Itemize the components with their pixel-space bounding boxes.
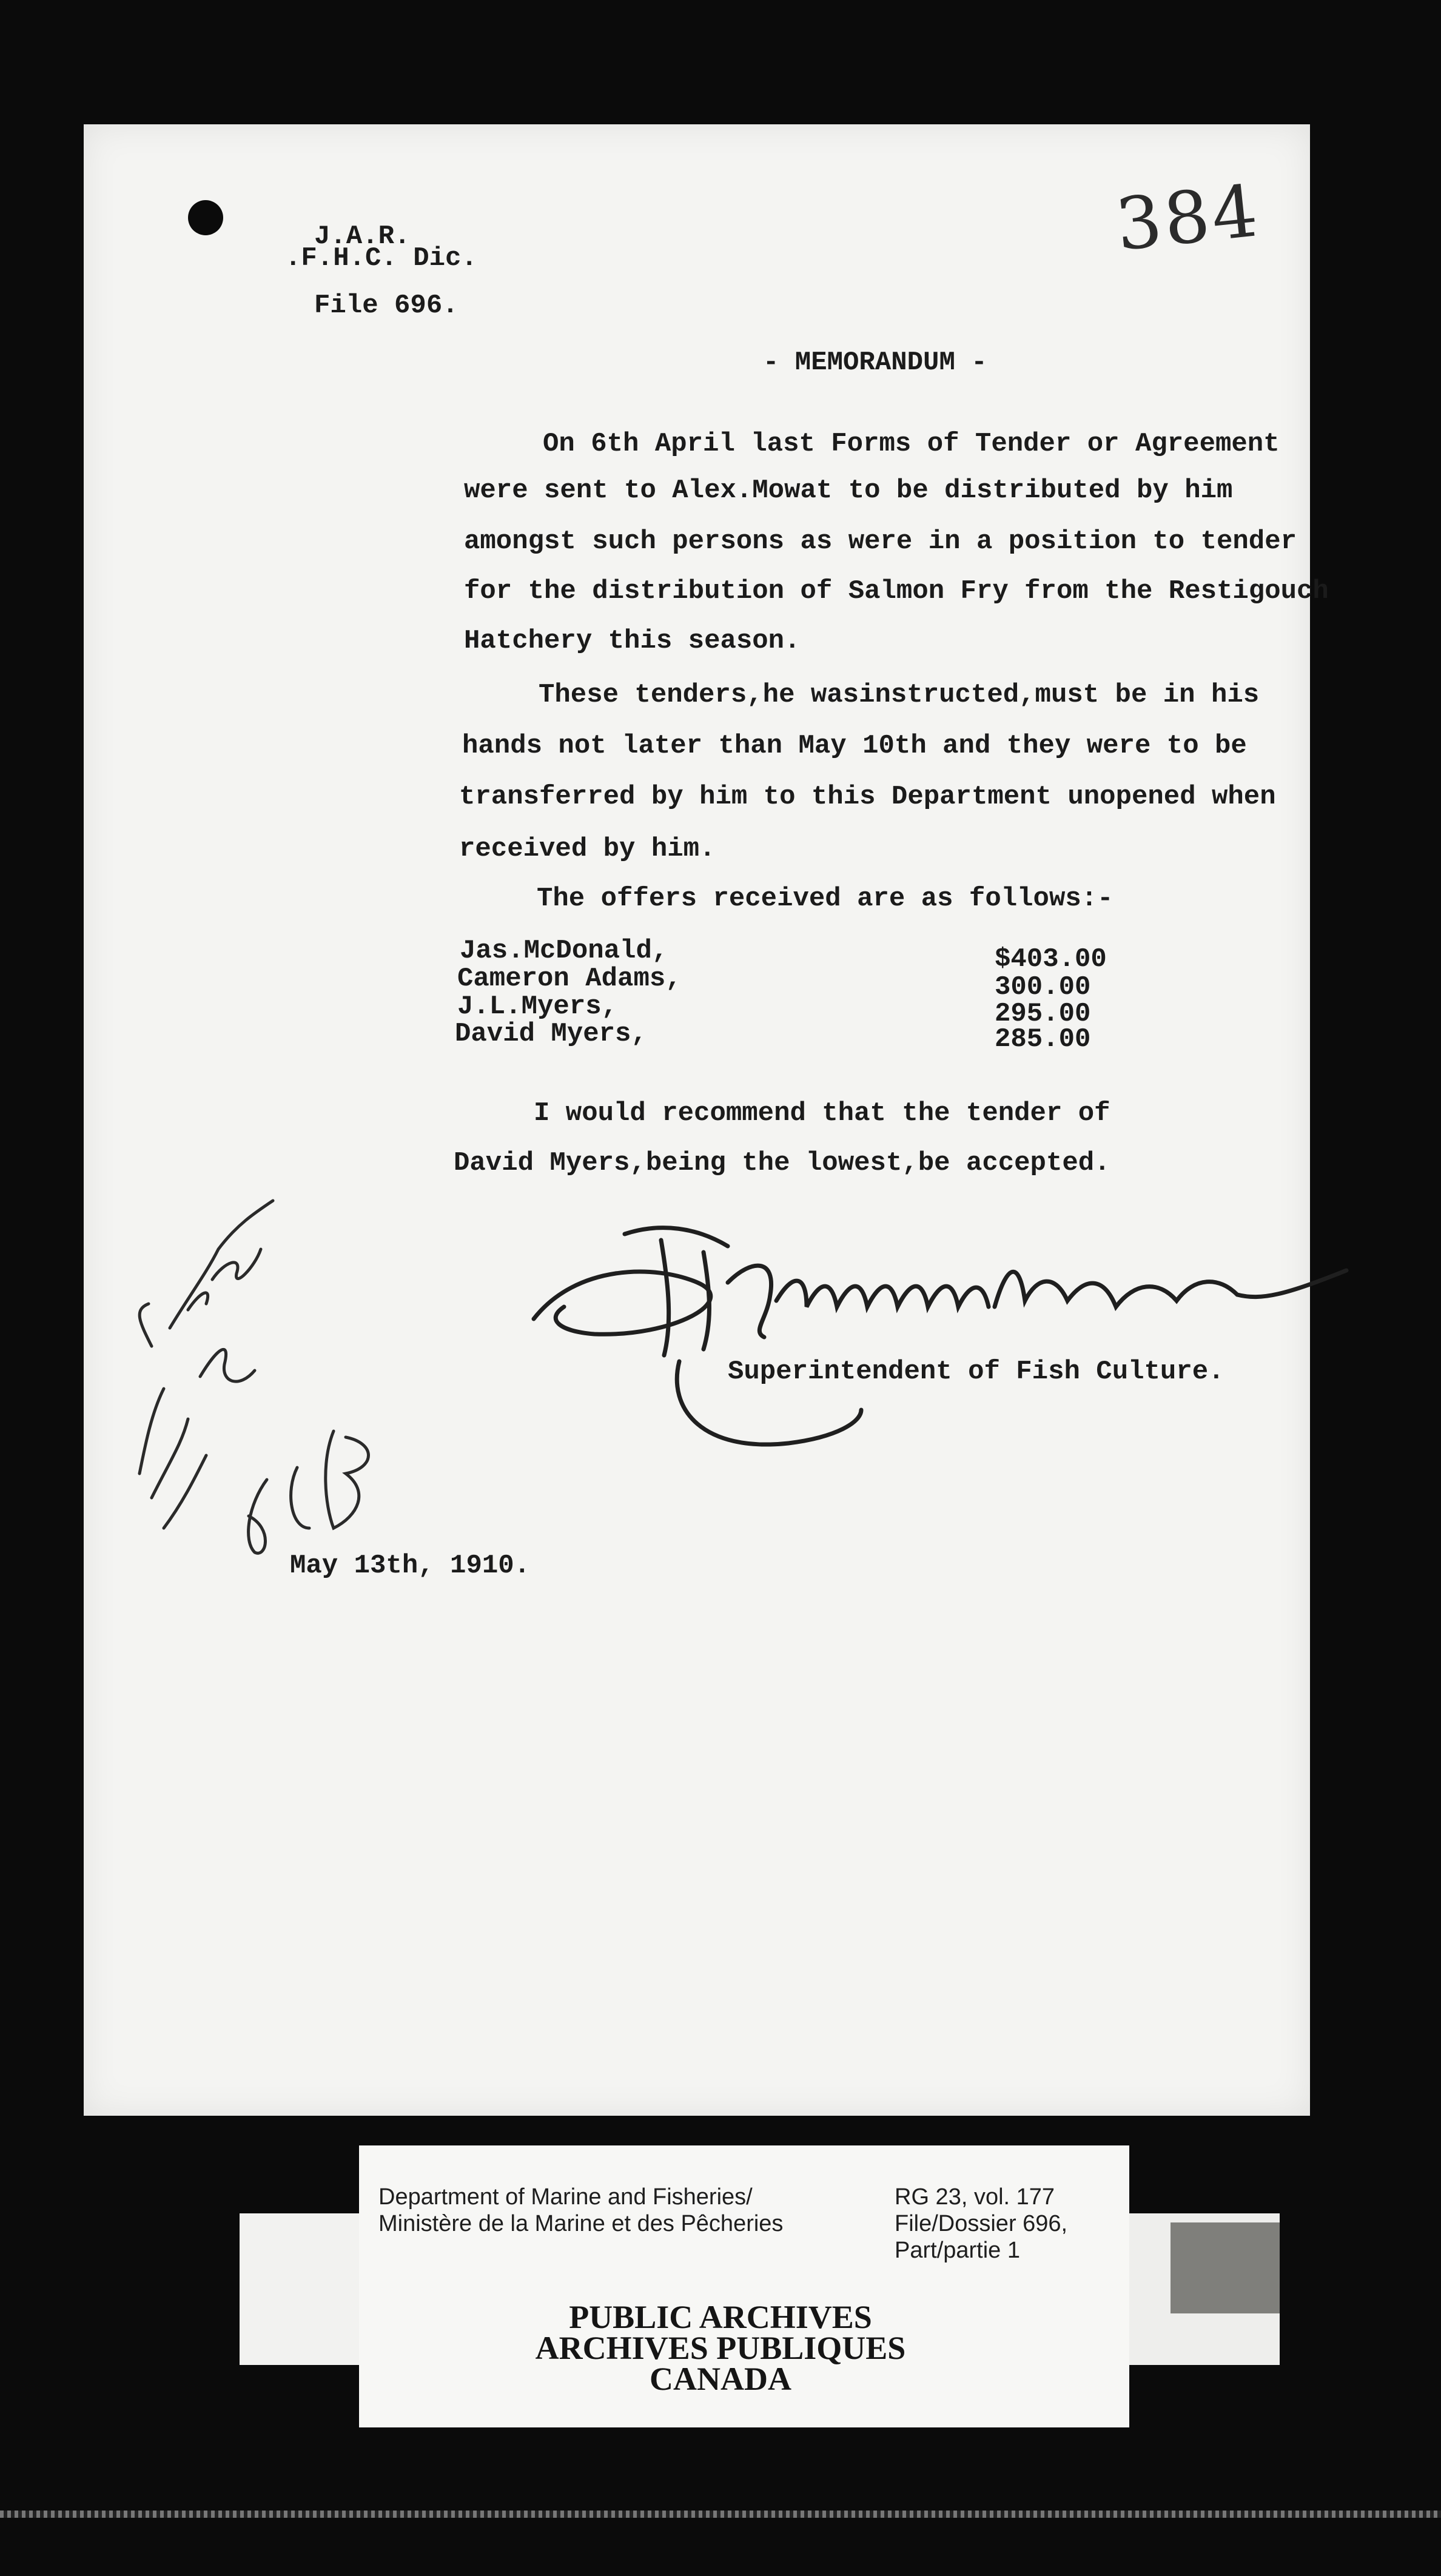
- signature: [522, 1210, 1359, 1464]
- offer-name: J.L.Myers,: [457, 991, 618, 1022]
- punch-hole: [188, 200, 223, 235]
- body-line: were sent to Alex.Mowat to be distributed by him: [464, 475, 1233, 506]
- archives-country: CANADA: [650, 2361, 791, 2397]
- offer-name: Cameron Adams,: [457, 964, 682, 994]
- label-dept-en: Department of Marine and Fisheries/: [378, 2184, 753, 2210]
- offer-amount: 295.00: [995, 999, 1091, 1029]
- header-initials-2: .F.H.C. Dic.: [285, 243, 477, 273]
- memo-date: May 13th, 1910.: [290, 1551, 531, 1581]
- body-line: transferred by him to this Department unopened when: [459, 782, 1276, 812]
- body-line: for the distribution of Salmon Fry from the Restigouch: [464, 576, 1329, 606]
- body-line: received by him.: [459, 834, 716, 864]
- body-line: These tenders,he wasinstructed,must be in his: [539, 680, 1260, 710]
- label-ref-1: RG 23, vol. 177: [895, 2184, 1055, 2210]
- label-ref-2: File/Dossier 696,: [895, 2211, 1068, 2236]
- offer-name: Jas.McDonald,: [460, 936, 668, 966]
- signature-title: Superintendent of Fish Culture.: [728, 1357, 1224, 1387]
- label-ref-3: Part/partie 1: [895, 2238, 1020, 2263]
- offer-amount: 300.00: [995, 972, 1091, 1002]
- folio-number: 384: [1112, 168, 1264, 267]
- body-line: The offers received are as follows:-: [537, 884, 1114, 914]
- offer-name: David Myers,: [455, 1019, 647, 1049]
- archives-title-en: PUBLIC ARCHIVES: [569, 2299, 872, 2335]
- header-initials-1: J.A.R.: [314, 221, 411, 252]
- memo-title: - MEMORANDUM -: [763, 347, 987, 378]
- recommendation-line: I would recommend that the tender of: [534, 1098, 1110, 1129]
- film-edge-strip: [0, 2511, 1441, 2518]
- offer-amount: $403.00: [995, 944, 1107, 974]
- offer-amount: 285.00: [995, 1024, 1091, 1055]
- body-line: hands not later than May 10th and they were to be: [462, 731, 1247, 761]
- archives-title-fr: ARCHIVES PUBLIQUES: [535, 2330, 906, 2366]
- body-line: On 6th April last Forms of Tender or Agreement: [543, 429, 1280, 459]
- label-stain: [1171, 2222, 1280, 2313]
- body-line: amongst such persons as were in a position to tender: [464, 526, 1297, 557]
- label-dept-fr: Ministère de la Marine et des Pêcheries: [378, 2211, 784, 2236]
- recommendation-line: David Myers,being the lowest,be accepted.: [454, 1148, 1110, 1178]
- file-number: File 696.: [314, 290, 458, 321]
- margin-note-handwriting: [115, 1189, 418, 1601]
- body-line: Hatchery this season.: [464, 626, 801, 656]
